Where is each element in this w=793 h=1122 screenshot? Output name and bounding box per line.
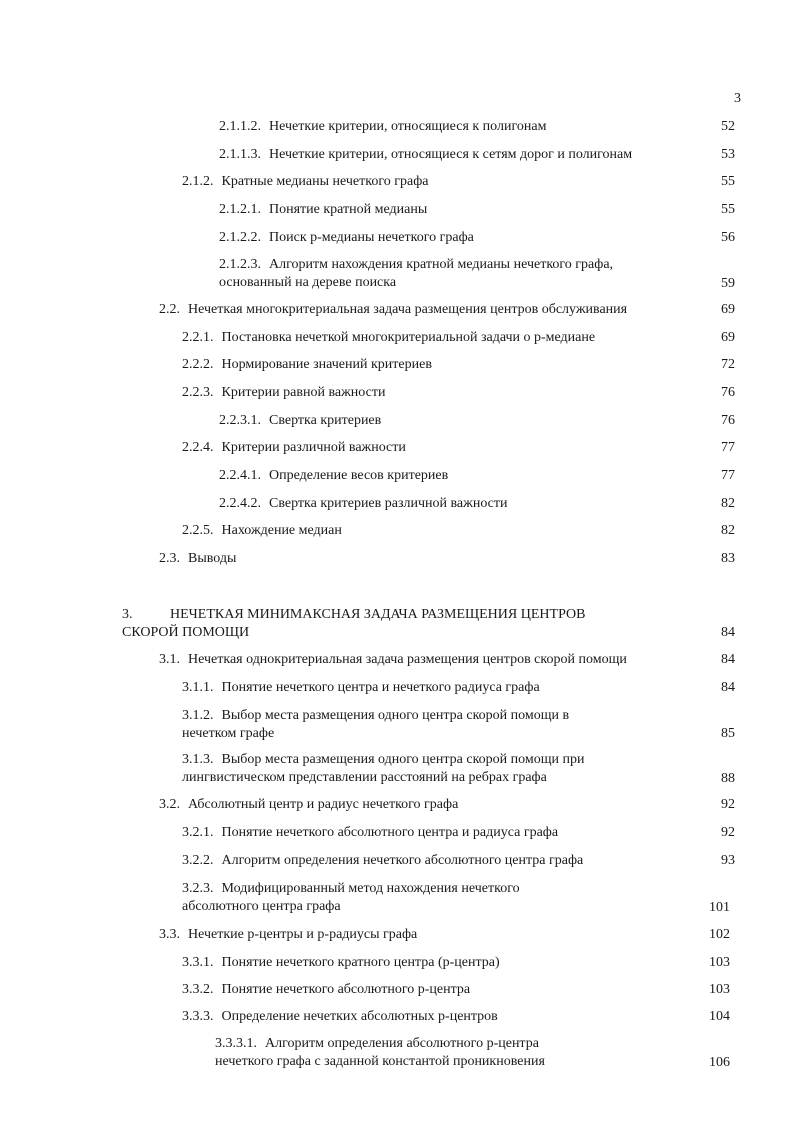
toc-entry-line [182,954,500,972]
toc-entry-number: 3.1. [159,652,180,667]
toc-entry [219,146,632,164]
toc-entry-page: 55 [721,202,735,217]
toc-entry-line [182,707,569,725]
toc-entry-title: Выводы [188,551,237,566]
toc-entry-number: 3.3. [159,927,180,942]
toc-entry-number: 3. [122,607,133,622]
toc-entry-title: Алгоритм определения абсолютного р-центра [265,1036,539,1051]
toc-entry-page: 52 [721,119,735,134]
toc-entry-number: 3.2. [159,797,180,812]
toc-entry-page: 106 [709,1055,730,1070]
toc-entry-title: Понятие нечеткого центра и нечеткого радиуса графа [221,680,540,695]
toc-entry [182,384,385,402]
toc-entry-title: Выбор места размещения одного центра скорой помощи при [221,752,585,767]
toc-entry [219,467,448,485]
toc-entry-number: 3.3.3. [182,1009,214,1024]
toc-entry-title: Понятие нечеткого кратного центра (р-центра) [221,955,500,970]
toc-entry-title: Нечеткие критерии, относящиеся к полигонам [269,119,547,134]
toc-entry-number: 2.1.2.3. [219,257,261,272]
toc-entry-number: 2.2.5. [182,523,214,538]
toc-entry-title-continuation: основанный на дереве поиска [219,275,397,290]
toc-entry [159,796,458,814]
toc-entry-title-continuation: нечеткого графа с заданной константой проникновения [215,1054,545,1069]
toc-entry-number: 2.3. [159,551,180,566]
toc-entry-page: 83 [721,551,735,566]
toc-entry-number: 2.1.2.1. [219,202,261,217]
toc-entry [219,201,427,219]
toc-entry-number: 2.1.1.2. [219,119,261,134]
toc-entry-page: 92 [721,797,735,812]
toc-entry-title: Нечеткая многокритериальная задача размещения центров обслуживания [188,302,628,317]
toc-entry-line [159,550,236,568]
toc-entry-number: 2.1.2.2. [219,230,261,245]
toc-entry-page: 92 [721,825,735,840]
toc-entry-title: Нахождение медиан [221,523,342,538]
toc-entry-title-continuation: абсолютного центра графа [182,899,341,914]
toc-entry [182,954,500,972]
toc-entry-page: 72 [721,357,735,372]
toc-entry-title: НЕЧЕТКАЯ МИНИМАКСНАЯ ЗАДАЧА РАЗМЕЩЕНИЯ ЦЕНТРОВ [170,607,586,622]
toc-entry-line [182,1008,498,1026]
toc-entry-line [219,118,546,136]
toc-entry-line [182,852,583,870]
toc-entry-page: 55 [721,174,735,189]
toc-entry-title: Понятие нечеткого абсолютного р-центра [221,982,471,997]
toc-entry-line [219,412,381,430]
toc-entry-title: Нормирование значений критериев [221,357,432,372]
toc-entry [182,707,569,743]
toc-entry-line [182,384,385,402]
toc-entry-page: 53 [721,147,735,162]
toc-entry-title-continuation: СКОРОЙ ПОМОЩИ [122,625,250,640]
toc-entry-number: 3.2.3. [182,881,214,896]
toc-entry-number: 2.2.4.1. [219,468,261,483]
toc-entry-line [182,679,540,697]
toc-entry [182,751,585,787]
toc-entry-page: 76 [721,385,735,400]
toc-entry [182,679,540,697]
toc-entry [182,880,520,916]
toc-entry-line [182,356,432,374]
toc-entry-line [159,926,417,944]
toc-entry [182,852,583,870]
toc-entry-page: 77 [721,440,735,455]
toc-entry [182,1008,498,1026]
toc-entry-title: Понятие нечеткого абсолютного центра и радиуса графа [221,825,559,840]
toc-entry-line [182,751,585,769]
toc-entry-number: 2.2.3. [182,385,214,400]
toc-entry-number: 2.2.2. [182,357,214,372]
toc-entry-title: Поиск р-медианы нечеткого графа [269,230,474,245]
toc-entry-line [182,173,429,191]
toc-entry-title: Свертка критериев [269,413,382,428]
toc-entry-page: 85 [721,726,735,741]
toc-entry [159,301,627,319]
toc-entry-title: Понятие кратной медианы [269,202,428,217]
toc-entry [215,1035,545,1071]
toc-entry-page: 82 [721,523,735,538]
toc-entry-line [219,467,448,485]
toc-entry [219,495,508,513]
toc-entry-number: 2.1.2. [182,174,214,189]
toc-entry-page: 69 [721,302,735,317]
toc-entry-page: 84 [721,680,735,695]
toc-entry-title: Абсолютный центр и радиус нечеткого графа [188,797,459,812]
toc-entry-number: 2.1.1.3. [219,147,261,162]
toc-entry-title: Определение нечетких абсолютных р-центров [221,1009,498,1024]
toc-entry-page: 69 [721,330,735,345]
toc-entry-page: 84 [721,652,735,667]
toc-entry-number: 3.2.1. [182,825,214,840]
toc-entry-title: Свертка критериев различной важности [269,496,508,511]
toc-entry-page: 103 [709,982,730,997]
toc-entry-number: 3.1.3. [182,752,214,767]
toc-entry-page: 77 [721,468,735,483]
toc-entry-number: 3.2.2. [182,853,214,868]
toc-entry-title: Нечеткие р-центры и р-радиусы графа [188,927,418,942]
toc-entry-title: Постановка нечеткой многокритериальной задачи о р-медиане [221,330,596,345]
toc-entry [159,926,417,944]
toc-entry [182,522,342,540]
toc-entry-line [159,651,627,669]
toc-entry-number: 3.1.1. [182,680,214,695]
toc-entry-number: 2.2.4.2. [219,496,261,511]
toc-entry-line [182,329,595,347]
toc-entry-line [122,606,585,624]
toc-entry [219,118,546,136]
toc-entry-line [182,522,342,540]
toc-entry-title: Нечеткие критерии, относящиеся к сетям дорог и полигонам [269,147,633,162]
toc-entry-line [219,201,427,219]
toc-entry-title: Модифицированный метод нахождения нечеткого [221,881,520,896]
toc-entry-line [182,981,470,999]
toc-entry [182,824,558,842]
toc-entry-page: 82 [721,496,735,511]
toc-entry [182,173,429,191]
toc-entry-page: 102 [709,927,730,942]
toc-entry [182,439,406,457]
toc-entry-title-continuation: лингвистическом представлении расстояний на ребрах графа [182,770,547,785]
toc-entry-number: 3.3.1. [182,955,214,970]
toc-entry-number: 3.3.2. [182,982,214,997]
toc-entry-page: 88 [721,771,735,786]
toc-entry [159,550,236,568]
toc-entry-title: Алгоритм определения нечеткого абсолютного центра графа [221,853,584,868]
toc-entry-title: Критерии различной важности [221,440,406,455]
toc-entry-line [182,824,558,842]
toc-entry [182,981,470,999]
toc-entry-page: 76 [721,413,735,428]
toc-entry-line [219,495,508,513]
toc-entry-page: 93 [721,853,735,868]
toc-entry-line [219,146,632,164]
toc-entry-page: 101 [709,900,730,915]
toc-entry-line [182,880,520,898]
toc-entry-number: 2.2.1. [182,330,214,345]
toc-entry-number: 2.2.3.1. [219,413,261,428]
toc-entry-number: 2.2. [159,302,180,317]
toc-entry-page: 104 [709,1009,730,1024]
toc-entry [219,256,613,292]
toc-entry [182,329,595,347]
toc-entry-title: Нечеткая однокритериальная задача размещения центров скорой помощи [188,652,627,667]
toc-entry [219,412,381,430]
toc-entry [182,356,432,374]
toc-entry-title: Кратные медианы нечеткого графа [221,174,429,189]
toc-entry-number: 3.3.3.1. [215,1036,257,1051]
toc-entry [159,651,627,669]
toc-entry-line [219,256,613,274]
toc-entry-title: Алгоритм нахождения кратной медианы нечеткого графа, [269,257,614,272]
toc-entry-line [182,439,406,457]
toc-entry [122,606,585,642]
toc-entry-title: Выбор места размещения одного центра скорой помощи в [221,708,570,723]
toc-entry-title: Определение весов критериев [269,468,449,483]
toc-entry-title-continuation: нечетком графе [182,726,275,741]
toc-entry-line [215,1035,545,1053]
toc-entry [219,229,474,247]
toc-entry-title: Критерии равной важности [221,385,386,400]
toc-entry-page: 56 [721,230,735,245]
toc-entry-page: 59 [721,276,735,291]
toc-entry-line [159,301,627,319]
page-number: 3 [734,91,741,106]
toc-entry-number: 2.2.4. [182,440,214,455]
toc-entry-page: 103 [709,955,730,970]
toc-entry-line [219,229,474,247]
toc-entry-number: 3.1.2. [182,708,214,723]
toc-entry-page: 84 [721,625,735,640]
toc-entry-line [159,796,458,814]
